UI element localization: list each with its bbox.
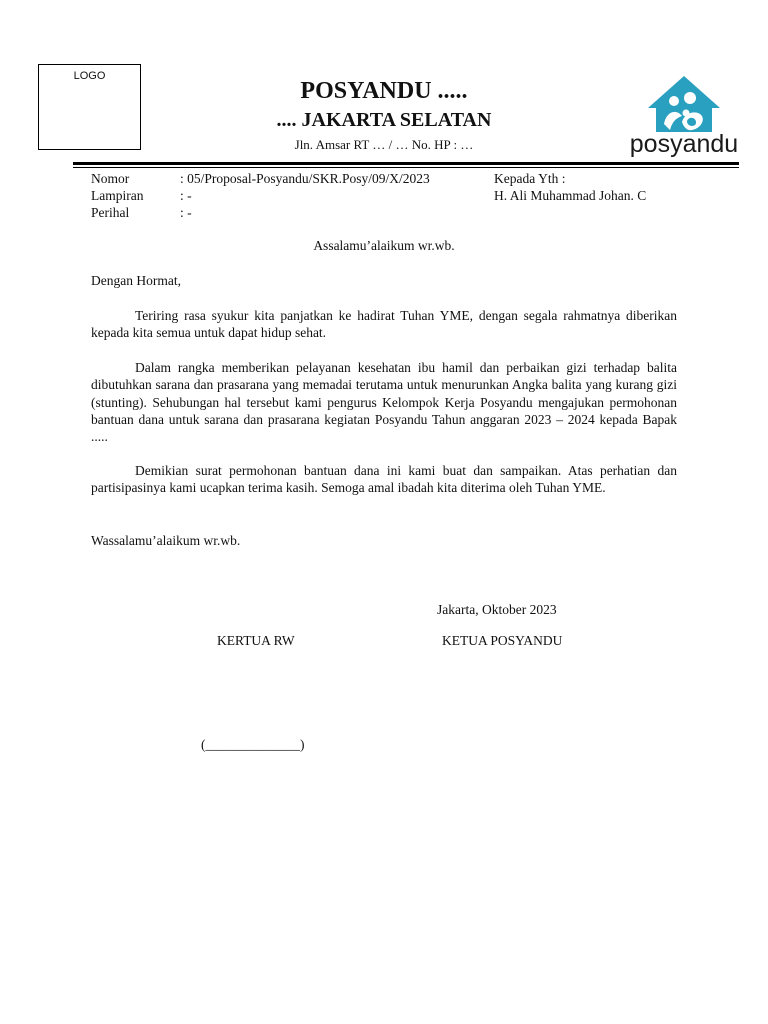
lampiran-value: : - [180,188,192,203]
nomor-value: : 05/Proposal-Posyandu/SKR.Posy/09/X/2023 [180,171,430,186]
paragraph-2: Dalam rangka memberikan pelayanan kesehatan ibu hamil dan perbaikan gizi terhadap balita dibutuhkan sarana dan prasarana yang memadai terutama untuk menurunkan Angka balita yang kurang gizi (stunting). Sehubungan hal tersebut kami pengurus Kelompok Kerja Posyandu mengajukan permohonan bantuan dana untuk sarana dan prasarana kegiatan Posyandu Tahun anggaran 2023 – 2024 kepada Bapak ..... [91,360,677,445]
signatory-right-title: KETUA POSYANDU [442,633,563,648]
logo-placeholder-text: LOGO [73,70,106,82]
signatory-left-title: KERTUA RW [217,633,295,648]
house-family-icon [626,74,742,136]
letter-meta [0,170,768,222]
salutation: Dengan Hormat, [91,273,181,288]
organization-region: .... JAKARTA SELATAN [276,109,492,131]
posyandu-brand-logo [626,74,742,160]
paragraph-3: Demikian surat permohonan bantuan dana ini kami buat dan sampaikan. Atas perhatian dan partisipasinya kami ucapkan terima kasih. Semoga amal ibadah kita diterima oleh Tuhan YME. [91,463,677,496]
header-rule-thin [73,167,739,168]
perihal-value: : - [180,205,192,220]
closing-greeting: Wassalamu’alaikum wr.wb. [91,533,241,548]
brand-wordmark: posyandu [629,130,739,158]
place-date: Jakarta, Oktober 2023 [437,602,557,617]
lampiran-label: Lampiran [91,188,144,203]
recipient-name: H. Ali Muhammad Johan. C [494,188,647,203]
perihal-label: Perihal [91,205,130,220]
organization-title: POSYANDU ..... [300,78,468,104]
signatory-left-name-blank: (______________) [201,737,305,752]
nomor-label: Nomor [91,171,130,186]
paragraph-1: Teriring rasa syukur kita panjatkan ke hadirat Tuhan YME, dengan segala rahmatnya diberikan kepada kita semua untuk dapat hidup sehat. [91,308,677,341]
organization-address: Jln. Amsar RT … / … No. HP : … [294,137,474,152]
header-rule-thick [73,162,739,165]
opening-greeting: Assalamu’alaikum wr.wb. [313,238,455,253]
recipient-label: Kepada Yth : [494,171,566,186]
